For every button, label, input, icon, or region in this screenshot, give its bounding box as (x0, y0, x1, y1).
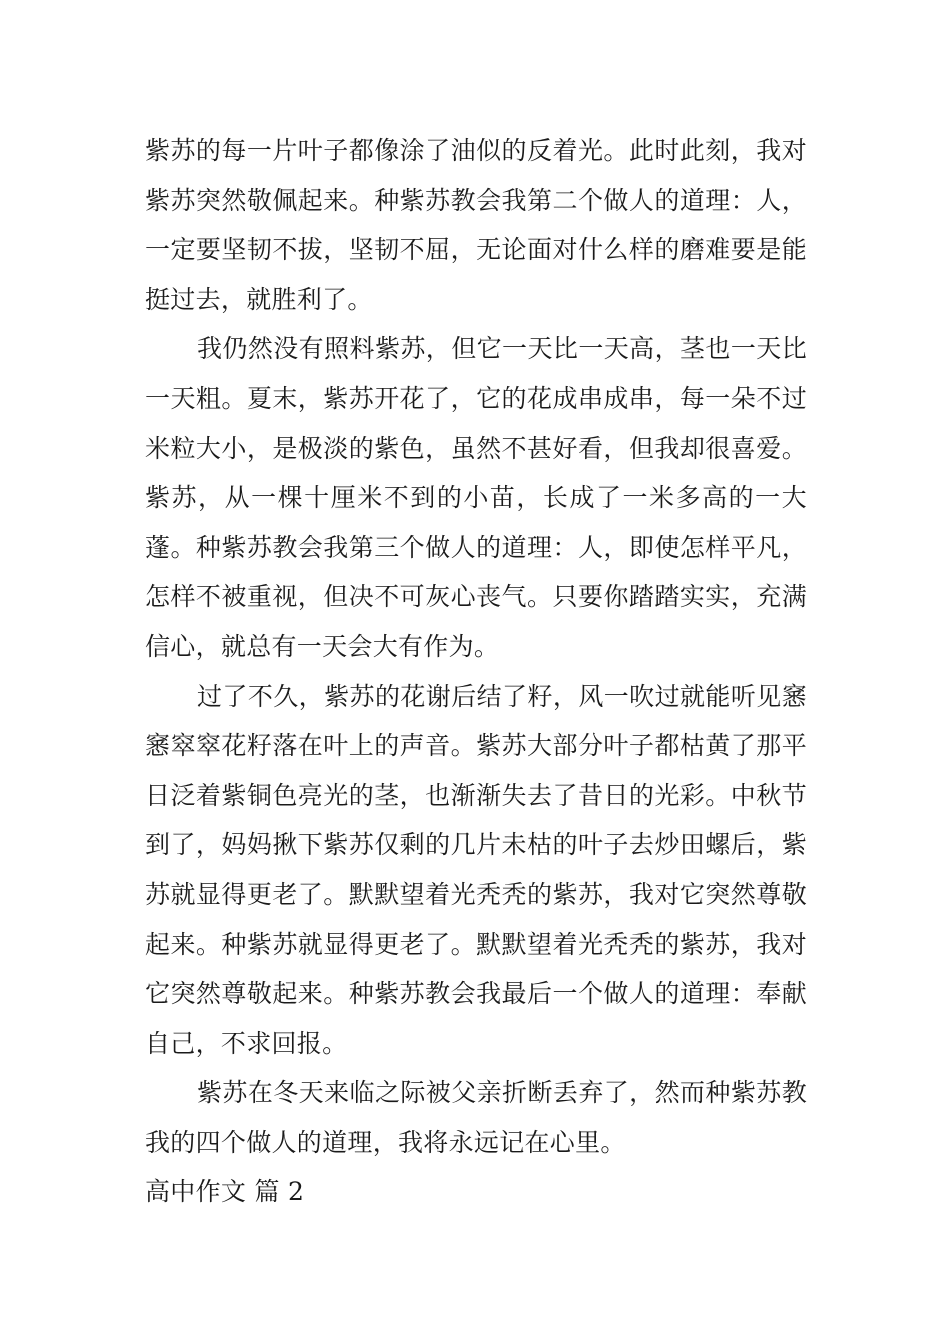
document-body (145, 126, 807, 1217)
paragraph-3: 过了不久，紫苏的花谢后结了籽，风一吹过就能听见窸窸窣窣花籽落在叶上的声音。紫苏大部分叶子都枯黄了那平日泛着紫铜色亮光的茎，也渐渐失去了昔日的光彩。中秋节到了，妈妈揪下紫苏仅剩的几片未枯的叶子去炒田螺后，紫苏就显得更老了。默默望着光秃秃的紫苏，我对它突然尊敬起来。种紫苏就显得更老了。默默望着光秃秃的紫苏，我对它突然尊敬起来。种紫苏教会我最后一个做人的道理：奉献自己，不求回报。 (145, 681, 807, 1058)
section-heading: 高中作文 篇 2 (145, 1177, 305, 1207)
paragraph-4: 紫苏在冬天来临之际被父亲折断丢弃了，然而种紫苏教我的四个做人的道理，我将永远记在心里。 (145, 1078, 807, 1157)
paragraph-2: 我仍然没有照料紫苏，但它一天比一天高，茎也一天比一天粗。夏末，紫苏开花了，它的花成串成串，每一朵不过米粒大小，是极淡的紫色，虽然不甚好看，但我却很喜爱。紫苏，从一棵十厘米不到的小苗，长成了一米多高的一大蓬。种紫苏教会我第三个做人的道理：人，即使怎样平凡，怎样不被重视，但决不可灰心丧气。只要你踏踏实实，充满信心，就总有一天会大有作为。 (145, 334, 807, 661)
paragraph-1: 紫苏的每一片叶子都像涂了油似的反着光。此时此刻，我对紫苏突然敬佩起来。种紫苏教会我第二个做人的道理：人，一定要坚韧不拔，坚韧不屈，无论面对什么样的磨难要是能挺过去，就胜利了。 (145, 136, 807, 314)
